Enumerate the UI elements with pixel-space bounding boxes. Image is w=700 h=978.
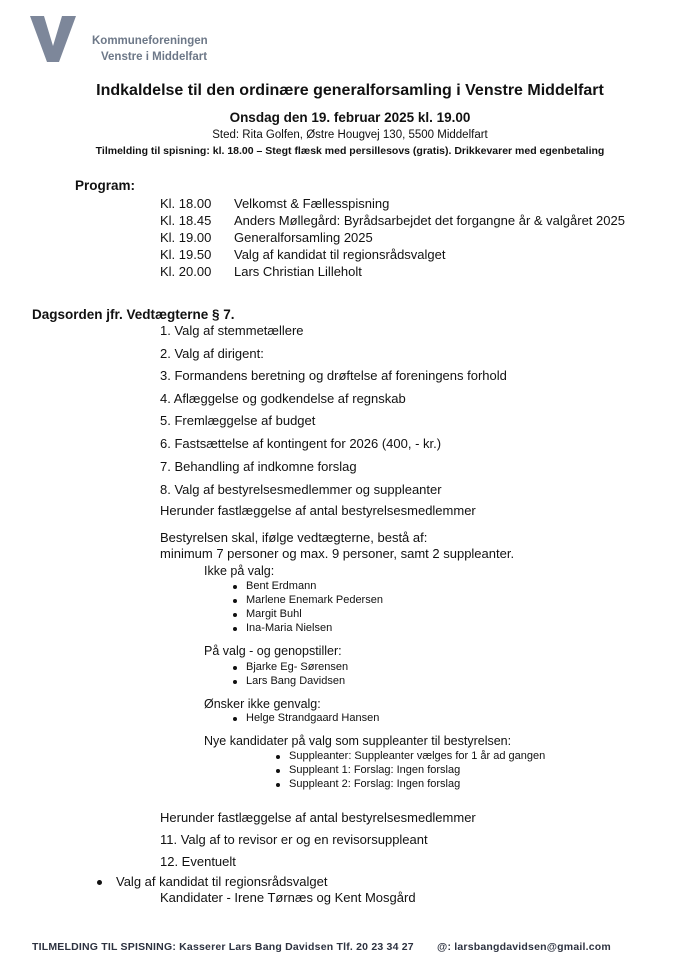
dinner-line: Tilmelding til spisning: kl. 18.00 – Stegt flæsk med persillesovs (gratis). Drikkevarer med egenbetaling <box>95 145 605 157</box>
up-label: På valg - og genopstiller: <box>204 644 342 658</box>
member-name: Margit Buhl <box>246 608 302 620</box>
agenda-item: 3. Formandens beretning og drøftelse af foreningens forhold <box>160 368 507 383</box>
bullet-icon <box>276 769 280 773</box>
program-text: Valg af kandidat til regionsrådsvalget <box>234 247 446 262</box>
agenda-item: 8. Valg af bestyrelsesmedlemmer og suppleanter <box>160 482 442 497</box>
board-rule-line: Bestyrelsen skal, ifølge vedtægterne, bestå af: <box>160 530 428 545</box>
program-time: Kl. 18.45 <box>160 213 212 228</box>
board-rule-line: minimum 7 personer og max. 9 personer, samt 2 suppleanter. <box>160 546 515 561</box>
agenda-item: 12. Eventuelt <box>160 854 236 869</box>
bullet-icon <box>233 717 237 721</box>
bullet-icon <box>233 666 237 670</box>
member-name: Bjarke Eg- Sørensen <box>246 661 349 673</box>
venstre-v-logo-icon <box>30 16 76 62</box>
member-name: Lars Bang Davidsen <box>246 675 346 687</box>
agenda-note: Herunder fastlæggelse af antal bestyrelsesmedlemmer <box>160 810 476 825</box>
agenda-item: 2. Valg af dirigent: <box>160 346 264 361</box>
agenda-item: 1. Valg af stemmetællere <box>160 323 304 338</box>
substitute-item: Suppleanter: Suppleanter vælges for 1 år ad gangen <box>289 750 546 762</box>
bullet-icon <box>233 680 237 684</box>
program-time: Kl. 19.00 <box>160 230 212 245</box>
member-name: Marlene Enemark Pedersen <box>246 594 383 606</box>
not-up-label: Ikke på valg: <box>204 564 275 578</box>
bullet-icon <box>233 613 237 617</box>
bullet-icon <box>233 585 237 589</box>
member-name: Bent Erdmann <box>246 580 317 592</box>
place-line: Sted: Rita Golfen, Østre Hougvej 130, 5500 Middelfart <box>212 129 488 141</box>
program-time: Kl. 20.00 <box>160 264 212 279</box>
agenda-item: 6. Fastsættelse af kontingent for 2026 (400, - kr.) <box>160 436 442 451</box>
footer-email: @: larsbangdavidsen@gmail.com <box>437 941 611 953</box>
new-candidates-label: Nye kandidater på valg som suppleanter til bestyrelsen: <box>204 734 512 748</box>
bullet-icon <box>233 599 237 603</box>
program-time: Kl. 18.00 <box>160 196 212 211</box>
agenda-heading: Dagsorden jfr. Vedtægterne § 7. <box>32 307 235 322</box>
bullet-icon <box>276 755 280 759</box>
agenda-note: Herunder fastlæggelse af antal bestyrelsesmedlemmer <box>160 503 476 518</box>
org-name-line2: Venstre i Middelfart <box>101 51 208 63</box>
program-heading: Program: <box>75 178 136 193</box>
agenda-item: 11. Valg af to revisor er og en revisorsuppleant <box>160 832 428 847</box>
member-name: Ina-Maria Nielsen <box>246 622 333 634</box>
agenda-item: 4. Aflæggelse og godkendelse af regnskab <box>160 391 406 406</box>
region-candidates: Kandidater - Irene Tørnæs og Kent Mosgård <box>160 890 416 905</box>
program-time: Kl. 19.50 <box>160 247 212 262</box>
org-name-line1: Kommuneforeningen <box>92 35 208 47</box>
program-text: Lars Christian Lilleholt <box>234 264 362 279</box>
member-name: Helge Strandgaard Hansen <box>246 712 380 724</box>
region-line: Valg af kandidat til regionsrådsvalget <box>116 874 328 889</box>
date-line: Onsdag den 19. februar 2025 kl. 19.00 <box>229 110 471 125</box>
program-text: Anders Møllegård: Byrådsarbejdet det forgangne år & valgåret 2025 <box>234 213 625 228</box>
footer-signup: TILMELDING TIL SPISNING: Kasserer Lars Bang Davidsen Tlf. 20 23 34 27 <box>32 941 414 953</box>
bullet-icon <box>276 783 280 787</box>
substitute-item: Suppleant 2: Forslag: Ingen forslag <box>289 778 461 790</box>
page-title: Indkaldelse til den ordinære generalforsamling i Venstre Middelfart <box>96 82 604 99</box>
bullet-icon <box>233 627 237 631</box>
program-text: Velkomst & Fællesspisning <box>234 196 390 211</box>
substitute-item: Suppleant 1: Forslag: Ingen forslag <box>289 764 461 776</box>
program-text: Generalforsamling 2025 <box>234 230 373 245</box>
bullet-icon <box>97 880 102 885</box>
agenda-item: 5. Fremlæggelse af budget <box>160 413 316 428</box>
no-reelection-label: Ønsker ikke genvalg: <box>204 697 321 711</box>
agenda-item: 7. Behandling af indkomne forslag <box>160 459 357 474</box>
